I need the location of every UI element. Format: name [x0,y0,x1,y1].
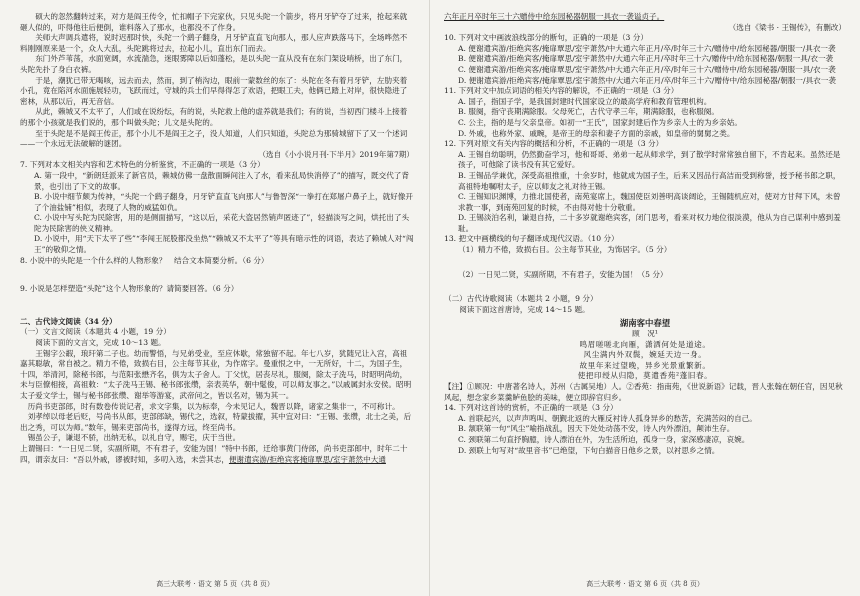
wenyan-paragraph-3: 刘孝绰以母老后贬，号尚书从郎，吏部郎缺，锡代之，选叙，特蒙拔擢，其中宜对曰：“王锡、张缵，北士之美，后出之秀，可以为师。”数年，锡来吏部尚书，遂得方远，终至尚书。 [20,412,412,432]
q7-option-c: C. 小说中写头陀为民除害，用的是侧面描写，“这以后，采花大盗居然销声匿迹了”，轻描淡写之间，烘托出了头陀为民除害的侠义精神。 [34,213,410,233]
q11-option-b: B. 服阕，指守丧期满除服。父母死亡，古代守孝三年，期满除服，也称服阕。 [458,107,719,117]
story-source: （选自《小小说月刊·下半月》2019年第7期） [258,149,414,159]
q10-option-c: C. 便谢遣宾游/拒绝宾客/掩扉覃思/室宇萧然/中大通六年正月/卒/时年三十六/赠侍中/给东园秘器/朝服一具/衣一袭 [458,64,836,74]
wenyan-paragraph-4: 锡虽公子，谦退不骄，出纳无私，以礼自守，赐宅，庆于当世。 [20,433,241,443]
q7-option-a: A. 第一段中，“新朗廷派来了新官员，赖城仿佛一盘散面瞬间注入了水，看来乱局快消停了”的描写，既交代了背景，也引出了下文的故事。 [34,170,409,191]
poem-line-1: 鸣眉嗟嗟北向雁，潇洒何处是道途。 [579,339,711,349]
poem-instruction: 阅读下面这首唐诗，完成 14～15 题。 [459,304,590,314]
story-paragraph-1: 硕大的忽然翻转过来，对方是阎王传令，忙扣帽子下完家伙，只见头陀一个箭步，将月牙铲夺了过来，抢起来就砸人似的，吓得他往后便倒，谁料落入了那水，也都没不了作身。 [20,12,408,32]
question-11: 11. 下列对文中加点词语的相关内容的解说，不正确的一项是（3 分） [444,86,679,96]
question-9: 9. 小说是怎样塑造“头陀”这个人物形象的？请简要回答。（6 分） [20,284,239,294]
story-paragraph-4: 于是，潮犹已带无喝咳，远去而去，然而，到了梢沟边，眼前一蒙数丝的东了：头陀在冬有着月牙铲，左肋夹着小孔，竟在陷河水面施展轻功，飞跃而过，守城的兵士们早得得怎了欢语，把眼工夫，他俩已踏上对岸，很快隐进了密林，从那以后，再无音信。 [20,75,408,106]
q11-option-d: D. 外戚，也称外家、戚畹，是帝王的母亲和妻子方面的亲戚，如皇帝的舅舅之类。 [458,128,735,138]
section-2a-heading: （一）文言文阅读（本题共 4 小题，19 分） [20,327,171,337]
story-paragraph-5: 从此，赖城又不太平了，人们或在说纷纭，有的说，头陀救上他的虚养就是我们；有的说，当初西门楼斗上接着的那个小孩就是我们说的，那个叫做头陀；儿文是头陀的。 [20,107,408,127]
q14-option-c: C. 颈联第二句直抒胸臆，诗人漂泊在外，为生活所迫，孤身一身，家深感凄凉，哀婉。 [458,434,750,444]
q12-option-a: A. 王锡自幼聪明，仍然勤奋学习，他和哥哥、弟弟一起从师求学，到了散学时常常独自留下，不肯起来。虽然还是孩子，可他除了读书没有其它爱好。 [458,149,841,170]
story-paragraph-2: 关师大声调兵遣将，说时迟那时快，头陀一个鹞子翻身，月牙铲直直飞向那人，那人应声跌落马下，全场哗然不料刚刚原来是一个，众人大乱，头陀跳将过去，拉起小儿，直出东门而去。 [20,33,408,53]
poem-line-2: 风尘满内外双鬓，婉延天边一身。 [583,350,707,360]
story-paragraph-3: 东门外芦苇荡，水面宽阔，水流湍急，迷眼雾障以后如蓬松，是以头陀一直从没有在东门架设哨桥，出了东门，头陀先扑了身白衣裤。 [20,54,408,74]
question-13: 13. 把文中画横线的句子翻译成现代汉语。（10 分） [444,234,619,244]
story-paragraph-6: 至于头陀是不是阎王传正，那个小儿不是阎王之子，没人知道，人们只知道，头陀总为那骑城留下了又一个述词——一个永远无法破解的谜团。 [20,128,408,149]
q14-option-a: A. 首联起兴，以声声鸣叫、朝觐北返的大雁反衬诗人孤身异乡的愁苦，充满苦闷的自己。 [458,413,757,423]
page-right [430,0,860,596]
page-footer-left: 高三大联考 · 语文 第 5 页（共 8 页） [156,580,274,589]
q7-option-b: B. 小说中细节颇为传神，“头陀一个鹞子翻身，月牙铲直直飞向那人”与鲁智深“一拳打在郑屠户鼻子上，就好像开了个油盐铺”相似，表现了人物的威猛如仇。 [34,192,413,212]
wenyan-paragraph-1: 王锡字公嘏，琅玕第二子也。幼而警悟，与兄弟受业，至应休歇，常独留不起。年七八岁，犹随兄让入宫，高祖嘉其聪敏，常自被之。精力不倦，致损右目，公主每节其业，为作席字。曼重恨之中，一无所好，十二，为国子生，十四，举清河，除秘书郎，与范阳张懋齐名，俱为太子舍人。丁父忧，居丧尽礼，服阕，除太子洗马，时昭明尚幼，未与臣僚相接，高祖敕：“太子洗马王锡、秘书郎张缵，亲表英华，朝中髦俊，可以师友事之。”以戚属封永安侯。昭明太子爱文学士，锡与秘书郎张缵、谢举等游宴，武帝问之，皆以名对，锡为其一。 [20,348,412,400]
wenyan-p5-text: 上谓锡曰：“一日见二贤，实副所期，不有君子，安能为国！”特中书郎，迁给事黄门侍郎，尚书吏部郎中，时年二十四，谓亲友曰：“吾以外戚，谬被时知，多叨入选，未尝其志， [20,443,408,464]
wenyan-source: （选自《梁书 · 王锡传》，有删改） [728,22,846,32]
poem-line-3: 故里年来过望晚，异乡光景重繁新。 [579,360,711,370]
q11-option-c: C. 公主，指的是与父亲皇帝。如初一“王氏”，国家封建后作为乡亲人士的为乡亲姑。 [458,117,742,127]
q12-option-c: C. 王锡知识渊博，力推北国使者，南苑宴席上，魏国使臣刘善明高谈阔论，王锡随机应对，使对方甘拜下风，未曾求教一事，到南苑回复的时候，不由得对他十分敬重。 [458,192,841,212]
q11-option-a: A. 国子，指国子学，是我国封建时代国家设立的最高学府和教育管理机构。 [458,96,712,106]
question-14: 14. 下列对这首诗的赏析，不正确的一项是（3 分） [444,403,618,413]
wenyan-paragraph-2: 历尚书吏部郎，时有数卷传说记者，求文字集，以为标奉，今未见记人，魏晋以降，诸家之集非一，不可称计。 [20,401,400,411]
poem-author: 顾 况¹ [632,329,658,339]
section-2b-heading: （二）古代诗歌阅读（本题共 2 小题，9 分） [444,294,598,304]
q10-option-a: A. 便谢遣宾游/拒绝宾客/掩扉覃思/室宇萧然/中大通六年正月/卒/时年三十六/赠侍中/给东园秘器/朝服一/具衣一袭 [458,43,836,53]
page-footer-right: 高三大联考 · 语文 第 6 页（共 8 页） [586,580,704,589]
question-7: 7. 下列对本文相关内容和艺术特色的分析鉴赏，不正确的一项是（3 分） [20,160,265,170]
wenyan-continuation: 六年正月卒时年三十六赠侍中给东园秘器朝服一具衣一袭谥贞子。 [444,12,665,21]
q13-part-2: （2）一日见二贤，实副所期，不有君子，安能为国！（5 分） [458,269,668,279]
q12-option-b: B. 王锡品学兼优，深受高祖推重，十余岁时，他就成为国子生，后来又因品行高洁而受到称誉，授予秘书郎之职，高祖特地嘱咐太子，应以师友之礼对待王锡。 [458,170,841,191]
q10-option-b: B. 便谢遣宾游/拒绝宾客/掩扉覃思/室宇萧然中/大通六年正月/卒时年三十六/赠侍中/给东园秘器/朝服一具/衣一袭 [458,54,834,64]
section-2-heading: 二、古代诗文阅读（34 分） [20,316,117,326]
question-10: 10. 下列对文中画波浪线部分的断句，正确的一项是（3 分） [444,33,648,43]
q14-option-b: B. 颔联第一句“风尘”喻指战乱，因天下处处动荡不安，诗人内外漂泊，颠沛生存。 [458,424,735,434]
wenyan-instruction: 阅读下面的文言文，完成 10～13 题。 [35,338,166,348]
q14-option-d: D. 颈联上句写对“故里音书”已绝望，下句白描音日他乡之景，以衬思乡之情。 [458,445,720,455]
question-12: 12. 下列对原文有关内容的概括和分析，不正确的一项是（3 分） [444,139,664,149]
wenyan-paragraph-5 [20,444,414,465]
question-8: 8. 小说中的头陀是一个什么样的人物形象？ 结合文本简要分析。（6 分） [20,255,269,265]
q13-part-1: （1）精力不倦，致损右目。公主每节其业，为饰居字。（5 分） [458,245,672,255]
poem-title: 湖南客中春望 [619,318,671,329]
wenyan-wavy-line: 便谢遣宾游/拒绝宾客掩扉覃思/室宇萧然中大通 [228,454,386,464]
q7-option-d: D. 小说中，用“天下太平了些”“李闯王屁股都没坐热”“赖城又不太平了”等具有暗示性的词语，表达了赖城人对“闯王”的敬仰之情。 [34,234,414,255]
poem-line-4: 使把印绶从归隐，莫遣香苑²蓬旧春。 [577,371,713,381]
q10-option-d: D. 便谢遣宾游/拒绝宾客/掩扉覃思/室宇萧然中/大通六年正月/卒/时年三十六/赠侍中/给东园秘器/朝服一/具衣一袭 [458,75,836,85]
poem-note: 【注】①顾况：中唐著名诗人，苏州（古属吴地）人。②香苑：指南苑，《世说新语》记载，晋人张翰在朝任官，因见秋风起，想念家乡菜羹鲈鱼脍的美味，便立即辞官归乡。 [444,382,843,402]
q12-option-d: D. 王锡淡泊名利，谦退自持，二十多岁就谢绝宾客，闭门思考，看来对权力地位很淡漠，他从为自己谋利中感到羞耻。 [458,213,841,233]
